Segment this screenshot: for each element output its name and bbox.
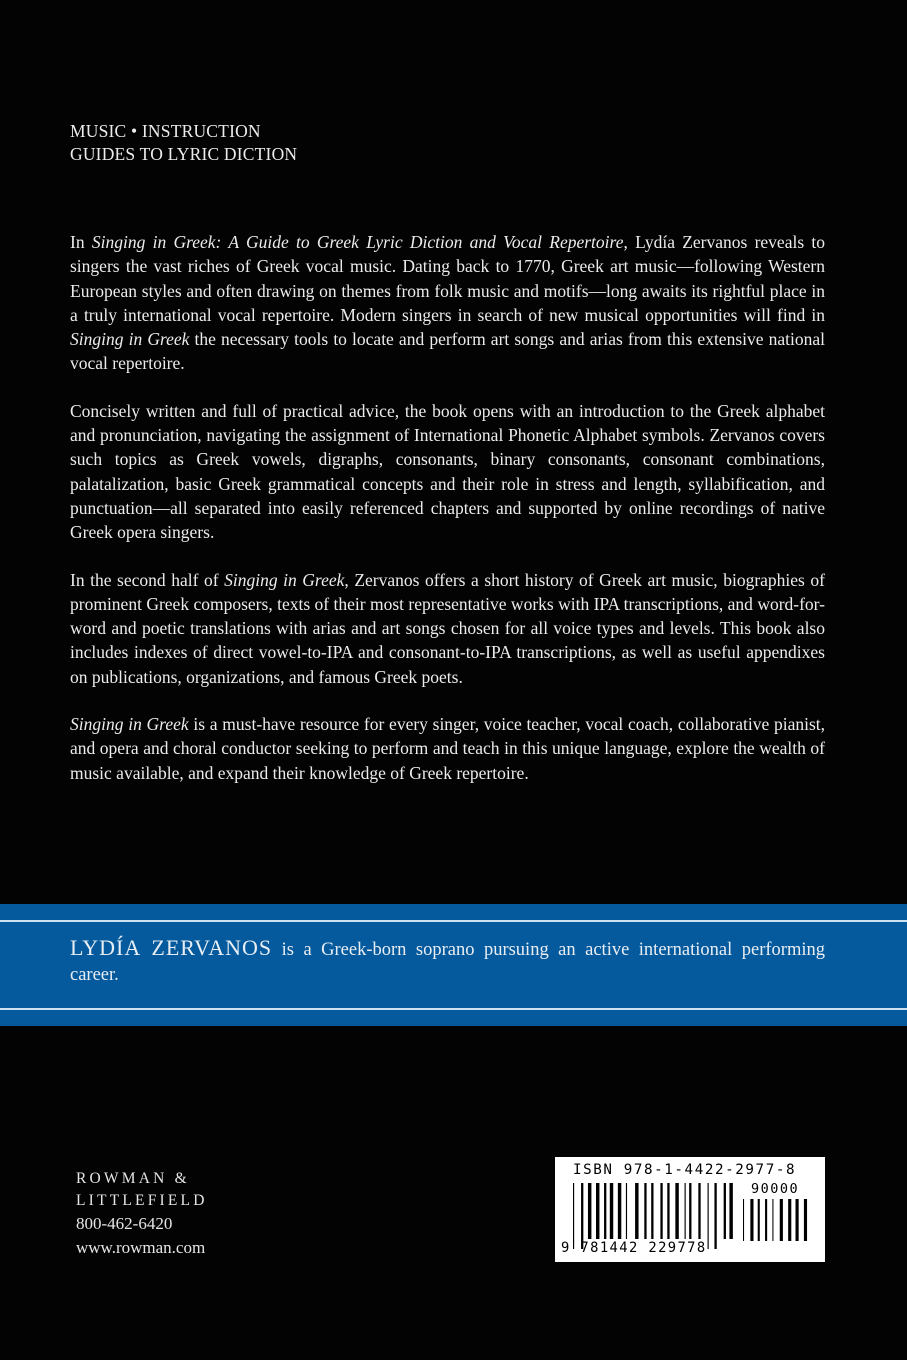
book-title: Singing in Greek: A Guide to Greek Lyric Diction and Vocal Repertoire (91, 232, 624, 252)
barcode-bar (780, 1199, 783, 1241)
isbn-label: ISBN 978-1-4422-2977-8 (573, 1162, 797, 1178)
isbn-barcode (555, 1157, 825, 1262)
barcode-bar (714, 1183, 716, 1249)
publisher-name-line-1: ROWMAN & (76, 1170, 190, 1187)
description-paragraph-3: In the second half of Singing in Greek, Zervanos offers a short history of Greek art music, biographies of prominent Greek composers, texts of their most representative works with IPA transcriptions, and word-for-word and poetic translations with arias and art songs chosen for all voice types and levels. This book also includes indexes of direct vowel-to-IPA and consonant-to-IPA transcriptions, as well as useful appendixes on publications, organizations, and famous Greek poets. (70, 569, 825, 687)
category-line-2: GUIDES TO LYRIC DICTION (70, 144, 298, 164)
barcode-bar (772, 1199, 773, 1241)
publisher-phone: 800-462-6420 (76, 1214, 173, 1233)
category-line-1: MUSIC • INSTRUCTION (70, 121, 261, 141)
publisher-website[interactable]: www.rowman.com (76, 1238, 206, 1257)
description-paragraph-2: Concisely written and full of practical advice, the book opens with an introduction to the Greek alphabet and pronunciation, navigating the assignment of International Phonetic Alphabet symbols. Zervanos covers such topics as Greek vowels, digraphs, consonants, binary consonants, consonant combinations, palatalization, basic Greek grammatical concepts and their role in stress and length, syllabification, and punctuation—all separated into easily referenced chapters and supported by online recordings of native Greek opera singers. (70, 400, 825, 543)
barcode-bar (729, 1183, 732, 1239)
book-title-short: Singing in Greek (70, 329, 190, 350)
barcode-bar (604, 1183, 606, 1239)
barcode-bar (644, 1183, 646, 1239)
barcode-bar (588, 1183, 591, 1239)
barcode-bar (708, 1183, 709, 1249)
barcode-digits: 9 781442 229778 (561, 1240, 707, 1256)
barcode-bar (685, 1183, 686, 1239)
author-bio-text: is a Greek-born soprano pursuing an active international performing career. (70, 940, 825, 985)
description-paragraph-1: In Singing in Greek: A Guide to Greek Lyric Diction and Vocal Repertoire, Lydía Zervanos reveals to singers the vast riches of Greek vocal music. Dating back to 1770, Greek art music—following Western European styles and often drawing on themes from folk music and motifs—long awaits its rightful place in a truly international vocal repertoire. Modern singers in search of new musical opportunities will find in Singing in Greek the necessary tools to locate and perform art songs and arias from this extensive national vocal repertoire. (70, 232, 826, 374)
barcode-bar (651, 1183, 653, 1239)
barcode-bar (765, 1199, 767, 1241)
barcode-bar (667, 1183, 669, 1239)
barcode-bar (626, 1183, 627, 1239)
barcode-bar (788, 1199, 791, 1241)
barcode-bar (743, 1199, 744, 1241)
barcode-bar (724, 1183, 726, 1239)
book-title-short: Singing in Greek (224, 569, 345, 590)
barcode-bar (796, 1199, 799, 1241)
band-top-rule (0, 920, 907, 922)
author-bio (70, 936, 825, 987)
barcode-bar (618, 1183, 621, 1239)
barcode-bar (689, 1183, 691, 1239)
addon-barcode-bars (743, 1199, 815, 1251)
publisher-block (76, 1168, 208, 1260)
barcode-bar (758, 1199, 760, 1241)
price-addon-code: 90000 (751, 1181, 800, 1197)
barcode-bar (698, 1183, 700, 1239)
barcode-bar (675, 1183, 678, 1239)
band-bottom-rule (0, 1008, 907, 1010)
author-name: LYDÍA ZERVANOS (70, 935, 273, 960)
barcode-bar (596, 1183, 599, 1239)
barcode-bar (750, 1199, 753, 1241)
barcode-bar (635, 1183, 638, 1239)
barcode-bar (804, 1199, 807, 1241)
book-description (70, 230, 825, 808)
publisher-name-line-2: LITTLEFIELD (76, 1192, 208, 1209)
description-paragraph-4: Singing in Greek is a must-have resource for every singer, voice teacher, vocal coach, collaborative pianist, and opera and choral conductor seeking to perform and teach in this unique language, explore the wealth of music available, and expand their knowledge of Greek repertoire. (70, 714, 826, 783)
barcode-bar (610, 1183, 613, 1239)
barcode-bar (660, 1183, 662, 1239)
book-title-short: Singing in Greek (70, 714, 189, 735)
category-label (70, 120, 297, 166)
